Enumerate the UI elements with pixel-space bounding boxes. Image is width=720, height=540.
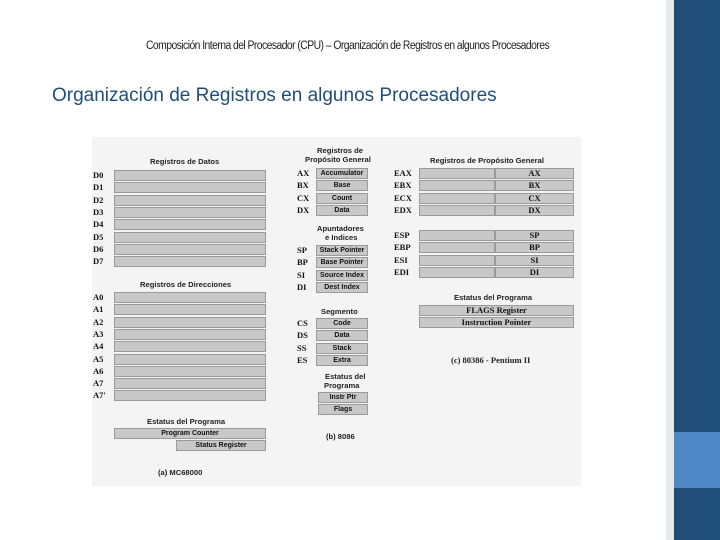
i8086-gp-register: Accumulator <box>316 168 368 179</box>
p80386-ptr-register: SI <box>495 255 574 266</box>
i8086-seg-label: CS <box>297 318 308 328</box>
i8086-gp-register: Count <box>316 193 368 204</box>
side-accent-strip <box>666 0 720 540</box>
i8086-status-title-line2: Programa <box>324 381 360 390</box>
p80386-ptr-register: DI <box>495 267 574 278</box>
mc68000-data-label: D0 <box>93 170 104 180</box>
i8086-ptr-register: Source Index <box>316 270 368 281</box>
program-counter-register: Program Counter <box>114 428 266 439</box>
mc68000-addr-label: A7 <box>93 378 104 389</box>
p80386-gp-upper-half <box>419 180 495 191</box>
p80386-gp-label: ECX <box>394 192 412 203</box>
i8086-ptr-register: Base Pointer <box>316 257 368 268</box>
mc68000-data-register <box>114 219 266 230</box>
mc68000-address-register <box>114 317 266 328</box>
p80386-ptr-register: SP <box>495 230 574 241</box>
i8086-seg-register: Stack <box>316 343 368 354</box>
side-strip-accent <box>674 432 720 488</box>
mc68000-addr-label: A6 <box>93 365 104 376</box>
mc68000-data-register <box>114 170 266 181</box>
i8086-seg-register: Code <box>316 318 368 329</box>
p80386-gp-label: EBX <box>394 180 412 191</box>
p80386-gp-upper-half <box>419 193 495 204</box>
mc68000-address-register <box>114 366 266 377</box>
mc68000-address-register <box>114 329 266 340</box>
i8086-seg-title: Segmento <box>321 307 358 316</box>
p80386-gp-label: EAX <box>394 168 412 178</box>
p80386-caption: (c) 80386 - Pentium II <box>451 355 531 365</box>
mc68000-addr-label: A1 <box>93 304 104 315</box>
p80386-gp-register: BX <box>495 180 574 191</box>
p80386-ptr-upper-half <box>419 267 495 278</box>
p80386-ptr-register: BP <box>495 242 574 253</box>
i8086-caption: (b) 8086 <box>326 432 355 441</box>
i8086-gp-label: BX <box>297 180 309 191</box>
side-strip-bottom <box>674 488 720 540</box>
p80386-ptr-label: ESI <box>394 254 408 265</box>
p80386-gp-register: AX <box>495 168 574 179</box>
mc68000-data-label: D7 <box>93 256 104 267</box>
mc68000-addr-label: A5 <box>93 353 104 364</box>
mc68000-data-title: Registros de Datos <box>150 157 220 166</box>
mc68000-data-label: D6 <box>93 243 104 254</box>
mc68000-address-register <box>114 292 266 303</box>
mc68000-data-label: D3 <box>93 206 104 217</box>
i8086-seg-register: Extra <box>316 355 368 366</box>
mc68000-caption: (a) MC68000 <box>158 468 203 477</box>
mc68000-data-register <box>114 244 266 255</box>
mc68000-address-register <box>114 341 266 352</box>
p80386-gp-upper-half <box>419 168 495 179</box>
mc68000-data-register <box>114 182 266 193</box>
mc68000-data-label: D1 <box>93 182 104 193</box>
i8086-gp-label: AX <box>297 168 310 178</box>
p80386-gp-upper-half <box>419 205 495 216</box>
mc68000-addr-title: Registros de Direcciones <box>140 280 232 289</box>
flags-register-80386: FLAGS Register <box>419 305 574 316</box>
status-register: Status Register <box>176 440 266 451</box>
p80386-gp-label: EDX <box>394 204 412 215</box>
mc68000-data-label: D4 <box>93 219 104 230</box>
mc68000-data-register <box>114 232 266 243</box>
i8086-gp-label: CX <box>297 192 310 203</box>
slide-title: Organización de Registros en algunos Procesadores <box>52 85 497 106</box>
register-organization-figure <box>92 137 581 486</box>
p80386-ptr-upper-half <box>419 242 495 253</box>
mc68000-data-register <box>114 195 266 206</box>
p80386-gp-title: Registros de Propósito General <box>430 156 544 165</box>
i8086-seg-label: ES <box>297 354 308 365</box>
instruction-pointer-register: Instruction Pointer <box>419 317 574 328</box>
p80386-gp-register: DX <box>495 205 574 216</box>
mc68000-data-register <box>114 207 266 218</box>
i8086-ptr-label: SI <box>297 269 306 280</box>
i8086-ptr-label: SP <box>297 245 307 255</box>
i8086-gp-title-line1: Registros de <box>317 146 363 155</box>
mc68000-address-register <box>114 354 266 365</box>
i8086-gp-title-line2: Propósito General <box>305 155 371 164</box>
mc68000-addr-label: A0 <box>93 292 104 302</box>
mc68000-data-label: D5 <box>93 231 104 242</box>
p80386-gp-register: CX <box>495 193 574 204</box>
i8086-ptr-title-line2: e Indices <box>325 233 358 242</box>
mc68000-address-register <box>114 390 266 401</box>
instr-ptr-register: Instr Ptr <box>318 392 368 403</box>
i8086-seg-register: Data <box>316 330 368 341</box>
mc68000-addr-label: A7' <box>93 390 106 401</box>
p80386-ptr-upper-half <box>419 255 495 266</box>
i8086-ptr-register: Stack Pointer <box>316 245 368 256</box>
p80386-ptr-label: EBP <box>394 242 411 253</box>
i8086-ptr-label: BP <box>297 257 308 268</box>
mc68000-addr-label: A3 <box>93 328 104 339</box>
mc68000-addr-label: A2 <box>93 316 104 327</box>
i8086-gp-label: DX <box>297 204 310 215</box>
flags-register-8086: Flags <box>318 404 368 415</box>
mc68000-data-register <box>114 256 266 267</box>
i8086-gp-register: Data <box>316 205 368 216</box>
p80386-ptr-label: ESP <box>394 230 410 240</box>
side-strip-dark <box>674 0 720 432</box>
i8086-gp-register: Base <box>316 180 368 191</box>
p80386-ptr-upper-half <box>419 230 495 241</box>
mc68000-addr-label: A4 <box>93 341 104 352</box>
header-title: Composición Interna del Procesador (CPU) – Organización de Registros en algunos Procesadores <box>146 40 550 52</box>
p80386-status-title: Estatus del Programa <box>454 293 533 302</box>
i8086-seg-label: DS <box>297 330 308 341</box>
side-strip-light <box>666 0 674 540</box>
mc68000-data-label: D2 <box>93 194 104 205</box>
mc68000-status-title: Estatus del Programa <box>147 417 226 426</box>
mc68000-address-register <box>114 378 266 389</box>
i8086-seg-label: SS <box>297 342 307 353</box>
p80386-ptr-label: EDI <box>394 266 410 277</box>
i8086-ptr-register: Dest Index <box>316 282 368 293</box>
i8086-ptr-title-line1: Apuntadores <box>317 224 364 233</box>
i8086-ptr-label: DI <box>297 281 307 292</box>
i8086-status-title-line1: Estatus del <box>325 372 366 381</box>
mc68000-address-register <box>114 304 266 315</box>
